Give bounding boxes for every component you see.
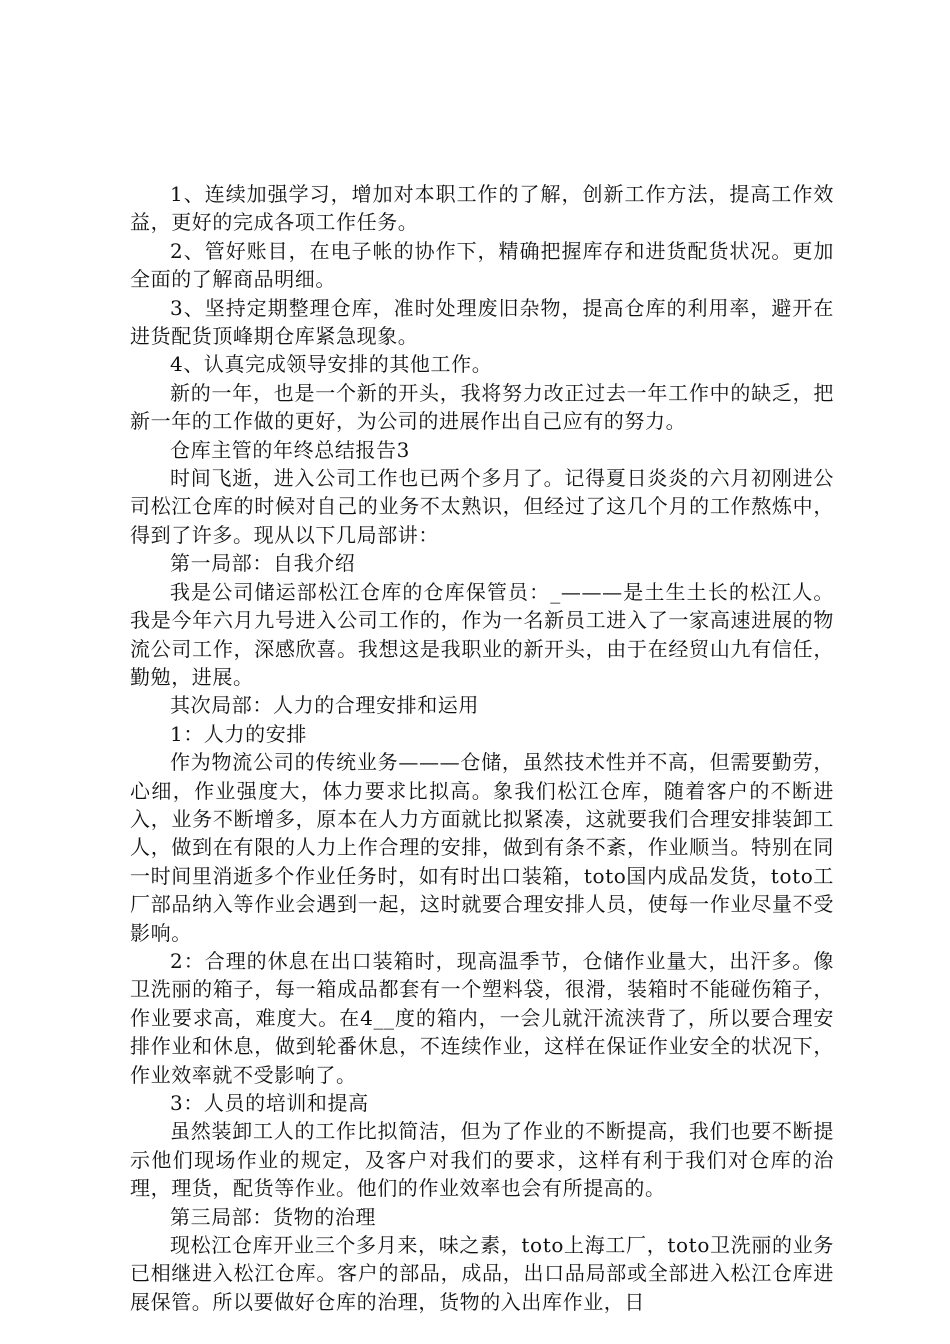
paragraph-plan-4: 4、认真完成领导安排的其他工作。 xyxy=(170,352,493,377)
paragraph-plan-2: 2、管好账目，在电子帐的协作下，精确把握库存和进货配货状况。更加全面的了解商品明细。 xyxy=(130,238,834,292)
paragraph-self-intro: 我是公司储运部松江仓库的仓库保管员：_———是土生土长的松江人。我是今年六月九号进入公司工作的，作为一名新员工进入了一家高速进展的物流公司工作，深感欣喜。我想这是我职业的新开头，由于在经贸山九有信任，勤勉，进展。 xyxy=(130,579,834,689)
paragraph-manpower: 作为物流公司的传统业务———仓储，虽然技术性并不高，但需要勤劳，心细，作业强度大，体力要求比拟高。象我们松江仓库，随着客户的不断进入，业务不断增多，原本在人力方面就比拟紧凑，这就要我们合理安排装卸工人，做到在有限的人力上作合理的安排，做到有条不紊，作业顺当。特别在同一时间里消逝多个作业任务时，如有时出口装箱，toto国内成品发货，toto工厂部品纳入等作业会遇到一起，这时就要合理安排人员，使每一作业尽量不受影响。 xyxy=(130,750,834,945)
section-heading-part-1: 第一局部：自我介绍 xyxy=(170,551,356,576)
subheading-training: 3：人员的培训和提高 xyxy=(170,1091,369,1115)
paragraph-plan-3: 3、坚持定期整理仓库，准时处理废旧杂物，提高仓库的利用率，避开在进货配货顶峰期仓库紧急现象。 xyxy=(130,295,834,349)
document-body xyxy=(130,180,834,1316)
paragraph-training: 虽然装卸工人的工作比拟简洁，但为了作业的不断提高，我们也要不断提示他们现场作业的规定，及客户对我们的要求，这样有利于我们对仓库的治理，理货，配货等作业。他们的作业效率也会有所提高的。 xyxy=(130,1119,834,1201)
paragraph-intro: 时间飞逝，进入公司工作也已两个多月了。记得夏日炎炎的六月初刚进公司松江仓库的时候对自己的业务不太熟识，但经过了这几个月的工作熬炼中，得到了许多。现从以下几局部讲： xyxy=(130,466,834,547)
paragraph-plan-1: 1、连续加强学习，增加对本职工作的了解，创新工作方法，提高工作效益，更好的完成各项工作任务。 xyxy=(130,182,834,235)
section-heading-report-3: 仓库主管的年终总结报告3 xyxy=(170,437,410,462)
paragraph-new-year: 新的一年，也是一个新的开头，我将努力改正过去一年工作中的缺乏，把新一年的工作做的更好，为公司的进展作出自己应有的努力。 xyxy=(130,380,834,434)
subheading-manpower: 1：人力的安排 xyxy=(170,721,307,746)
section-heading-part-3: 第三局部：货物的治理 xyxy=(170,1204,376,1229)
paragraph-goods: 现松江仓库开业三个多月来，味之素，toto上海工厂，toto卫洗丽的业务已相继进入松江仓库。客户的部品，成品，出口品局部或全部进入松江仓库进展保管。所以要做好仓库的治理，货物的入出库作业，日 xyxy=(130,1233,834,1314)
section-heading-part-2: 其次局部：人力的合理安排和运用 xyxy=(170,693,479,718)
paragraph-rest: 2：合理的休息在出口装箱时，现高温季节，仓储作业量大，出汗多。像卫洗丽的箱子，每一箱成品都套有一个塑料袋，很滑，装箱时不能碰伤箱子，作业要求高，难度大。在4__度的箱内，一会儿就汗流浃背了，所以要合理安排作业和休息，做到轮番休息，不连续作业，这样在保证作业安全的状况下，作业效率就不受影响了。 xyxy=(130,948,834,1087)
